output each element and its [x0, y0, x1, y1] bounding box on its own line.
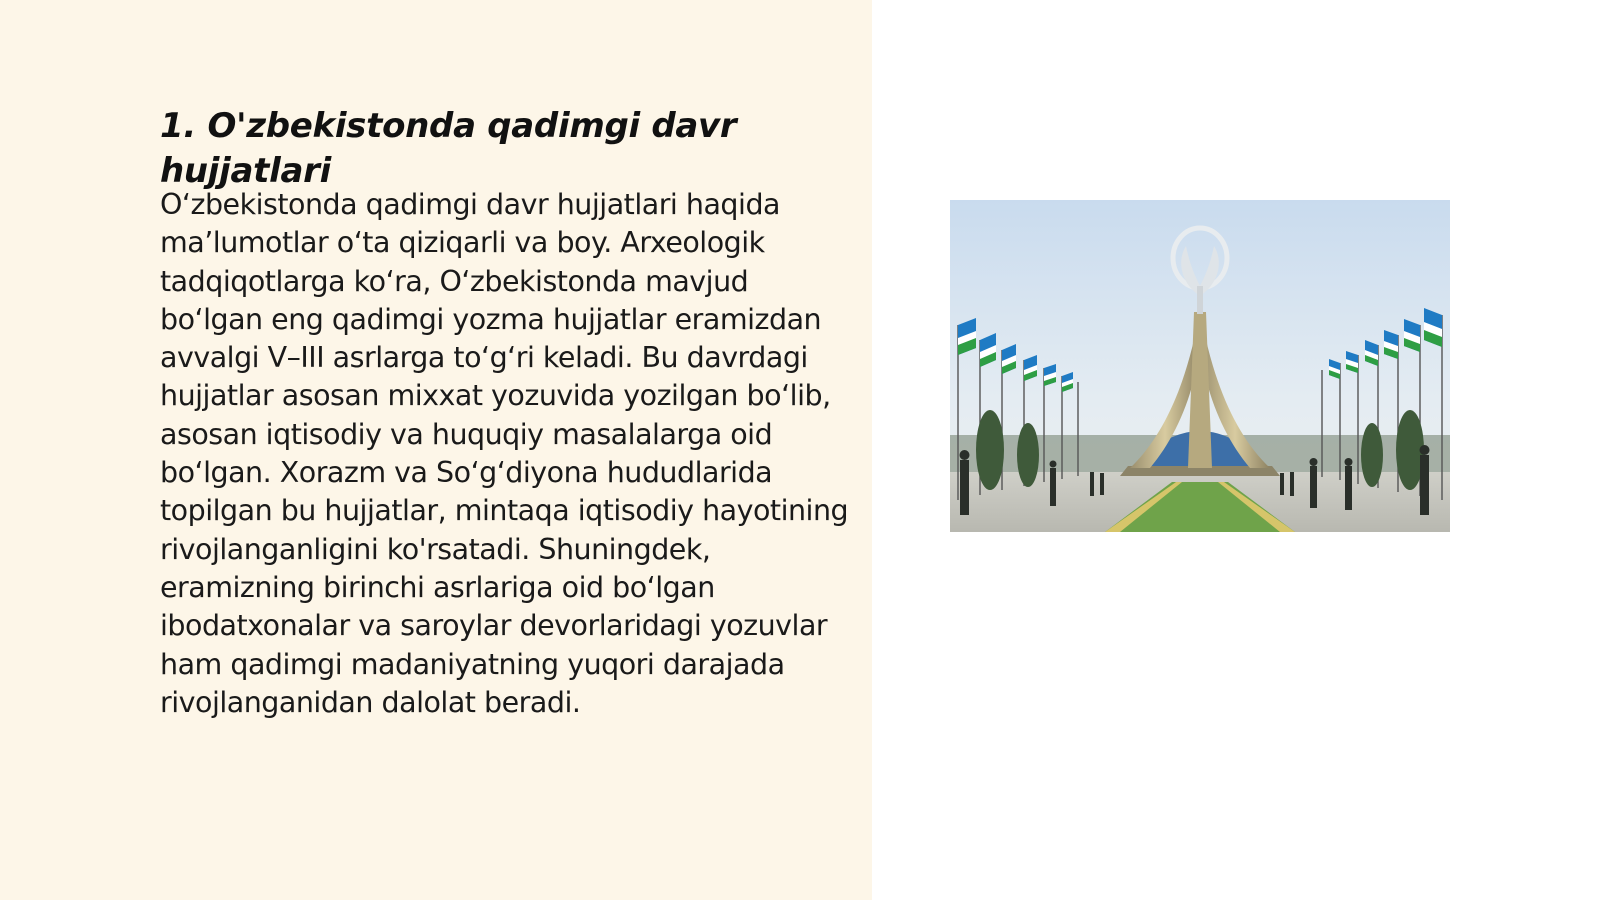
- slide-body-text: O‘zbekistonda qadimgi davr hujjatlari haqida ma’lumotlar o‘ta qiziqarli va boy. Arxeologik tadqiqotlarga ko‘ra, O‘zbekistonda mavjud bo‘lgan eng qadimgi yozma hujjatlar eramizdan avvalgi V–III asrlarga to‘g‘ri keladi. Bu davrdagi hujjatlar asosan mixxat yozuvida yozilgan bo‘lib, asosan iqtisodiy va huquqiy masalalarga oid bo‘lgan. Xorazm va So‘g‘diyona hududlarida topilgan bu hujjatlar, mintaqa iqtisodiy hayotining rivojlanganligini ko'rsatadi. Shuningdek, eramizning birinchi asrlariga oid bo‘lgan ibodatxonalar va saroylar devorlaridagi yozuvlar ham qadimgi madaniyatning yuqori darajada rivojlanganidan dalolat beradi.: [160, 188, 849, 719]
- slide-title: 1. O'zbekistonda qadimgi davr hujjatlari: [160, 106, 737, 191]
- monument-photo-graphic: [950, 200, 1450, 532]
- monument-photo: [950, 200, 1450, 532]
